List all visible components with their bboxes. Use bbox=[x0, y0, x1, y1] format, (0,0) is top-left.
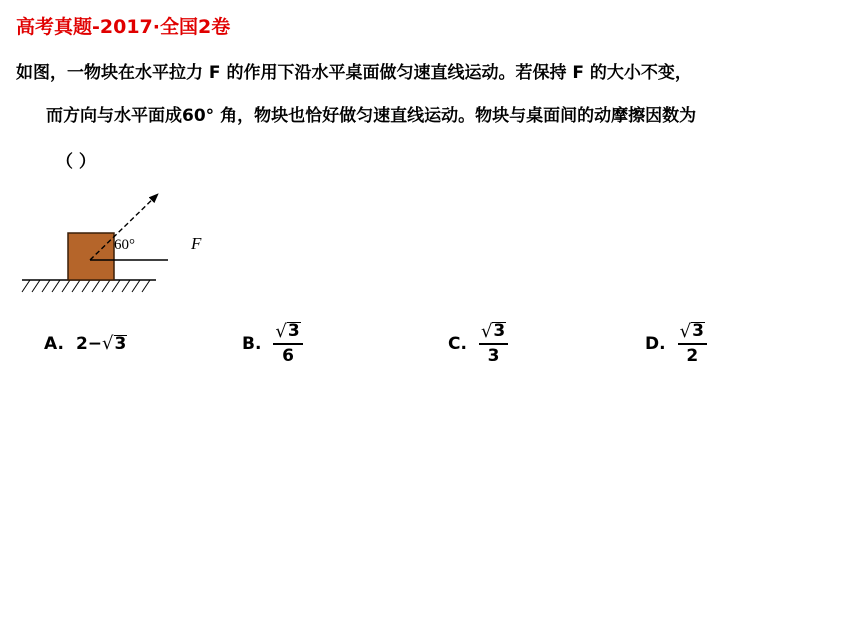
option-d[interactable] bbox=[645, 318, 707, 370]
option-c-fraction bbox=[479, 322, 508, 365]
option-b-fraction bbox=[273, 322, 302, 365]
radical-sign-icon: √ bbox=[275, 321, 287, 343]
option-c-letter: C. bbox=[448, 334, 467, 354]
question-text-line-1: 如图，一物块在水平拉力 F 的作用下沿水平桌面做匀速直线运动。若保持 F 的大小不变， bbox=[16, 63, 692, 83]
option-a-letter: A. bbox=[44, 334, 64, 354]
option-d-radicand: 3 bbox=[692, 321, 704, 342]
force-label-f: F bbox=[191, 234, 202, 253]
block bbox=[68, 233, 114, 280]
angle-label: 60° bbox=[114, 237, 135, 253]
force-diagram bbox=[18, 186, 168, 302]
option-b-denominator: 6 bbox=[282, 345, 294, 366]
fraction-bar bbox=[479, 343, 508, 345]
ground-hatching bbox=[22, 280, 150, 292]
option-a-radicand: 3 bbox=[114, 333, 127, 354]
option-c[interactable] bbox=[448, 318, 508, 370]
answer-blank-parentheses: （ ） bbox=[56, 152, 96, 172]
option-b-numerator bbox=[273, 322, 302, 341]
option-b-radicand: 3 bbox=[287, 321, 300, 342]
option-d-fraction bbox=[678, 322, 707, 365]
option-c-radicand: 3 bbox=[493, 321, 506, 342]
option-b[interactable] bbox=[242, 318, 303, 370]
option-d-letter: D. bbox=[645, 334, 666, 354]
option-a[interactable] bbox=[44, 318, 127, 370]
radical-sign-icon: √ bbox=[480, 321, 493, 343]
option-d-numerator bbox=[678, 322, 707, 341]
question-text-line-2: 而方向与水平面成60° 角，物块也恰好做匀速直线运动。物块与桌面间的动摩擦因数为 bbox=[46, 106, 697, 126]
option-d-denominator: 2 bbox=[686, 345, 699, 366]
radical-sign-icon: √ bbox=[102, 333, 114, 355]
fraction-bar bbox=[273, 343, 302, 345]
option-b-letter: B. bbox=[242, 334, 262, 354]
option-c-denominator: 3 bbox=[487, 345, 500, 366]
option-a-prefix: 2− bbox=[75, 334, 103, 354]
option-a-sqrt bbox=[102, 335, 127, 354]
radical-sign-icon: √ bbox=[679, 321, 692, 343]
option-c-numerator bbox=[479, 322, 508, 341]
exam-source-title: 高考真题-2017·全国2卷 bbox=[16, 16, 231, 38]
fraction-bar bbox=[678, 343, 707, 345]
